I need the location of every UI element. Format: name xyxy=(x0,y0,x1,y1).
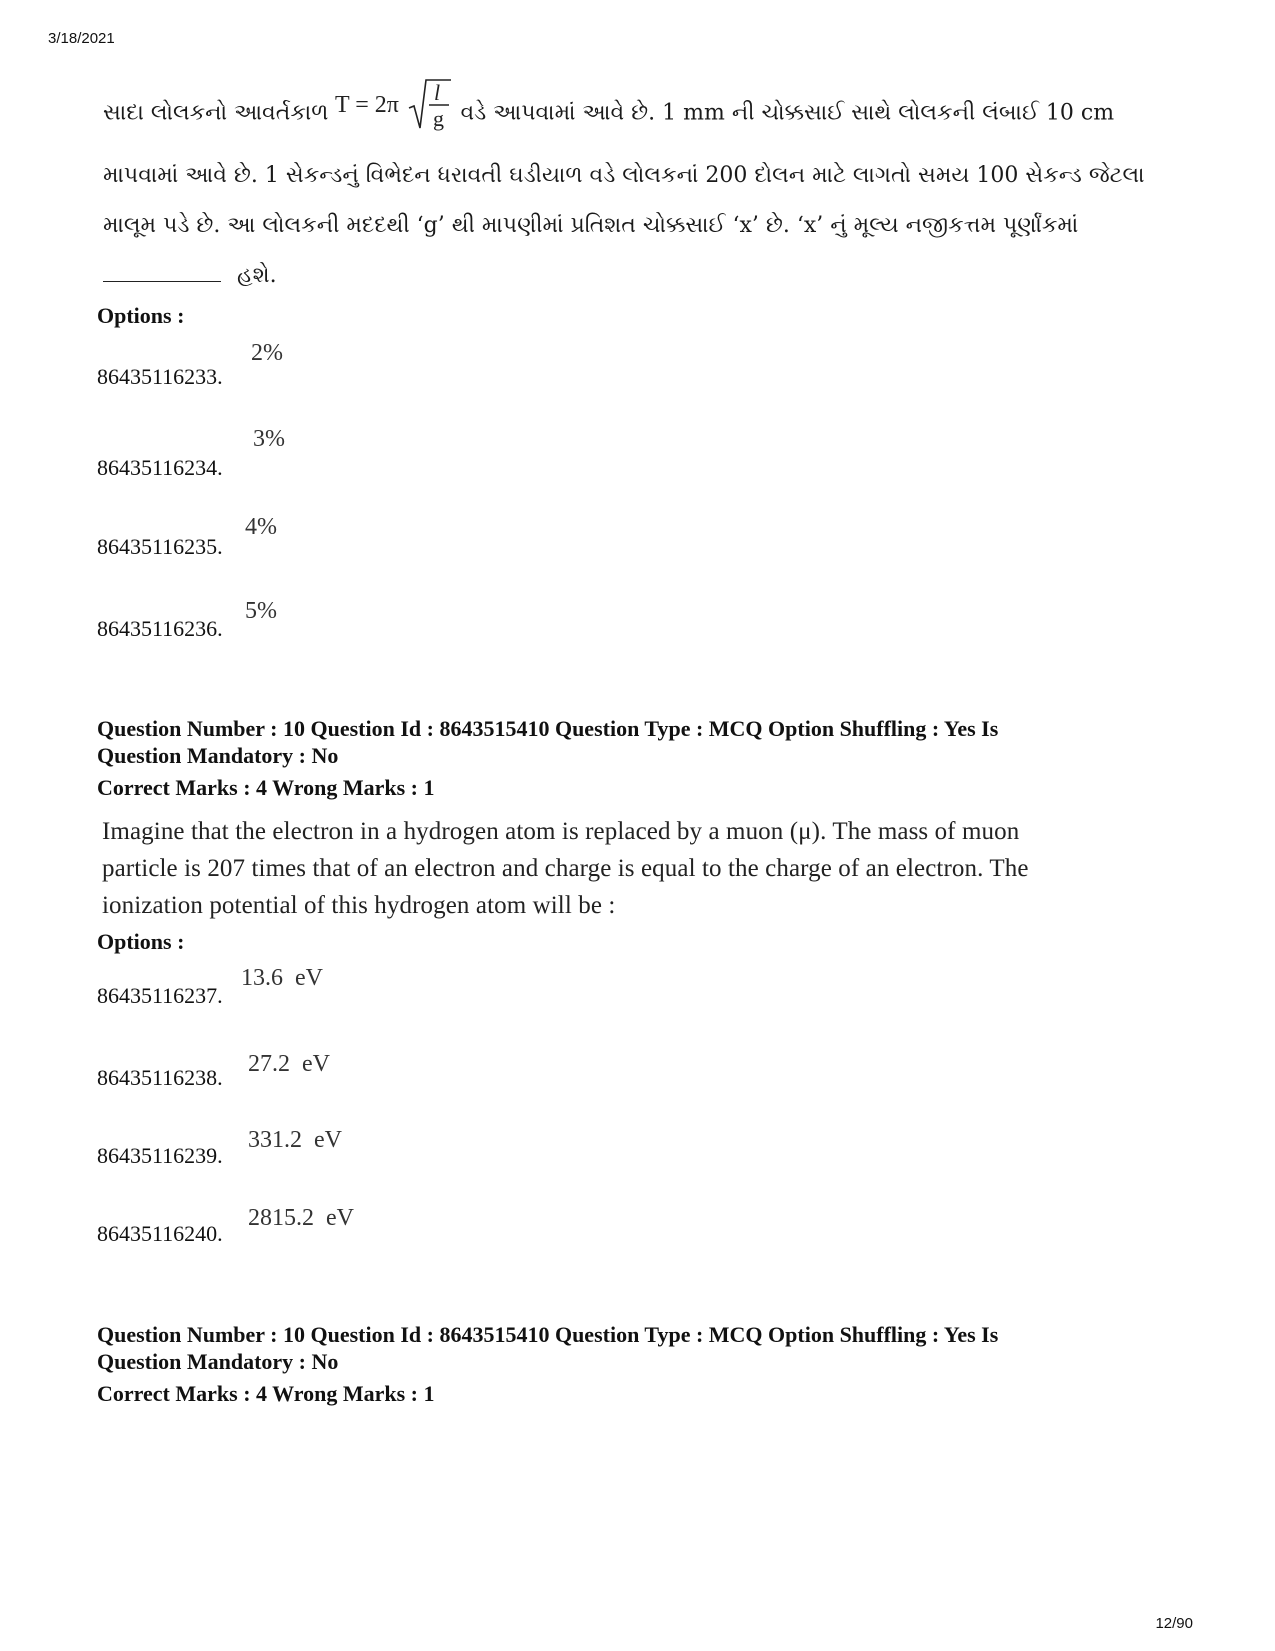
period-formula xyxy=(335,76,453,151)
question-meta: Question Number : 10 Question Id : 8643515410 Question Type : MCQ Option Shuffling : Yes Is xyxy=(97,716,999,741)
option-id: 86435116238. xyxy=(97,1065,223,1090)
option-value: 4% xyxy=(245,514,277,540)
option-value: 331.2 eV xyxy=(248,1127,342,1153)
question-marks: Correct Marks : 4 Wrong Marks : 1 xyxy=(97,1381,435,1406)
question-line-1: સાદા લોલકનો આવર્તકાળ T = 2π l g વડે આપવામાં આવે છે. 1 mm ની ચોક્કસાઈ સાથે લોલકની લંબાઈ 10 cm xyxy=(103,76,1133,151)
option-id: 86435116233. xyxy=(97,364,223,389)
option-id: 86435116239. xyxy=(97,1143,223,1168)
option-value: 27.2 eV xyxy=(248,1051,330,1077)
question-marks: Correct Marks : 4 Wrong Marks : 1 xyxy=(97,775,435,800)
option-id: 86435116235. xyxy=(97,534,223,559)
question-line-2: માપવામાં આવે છે. 1 સેકન્ડનું વિભેદન ધરાવતી ઘડીયાળ વડે લોલકનાં 200 દોલન માટે લાગતો સમય 100 સેકન્ડ જેટલા xyxy=(103,163,1145,188)
question-mandatory: Question Mandatory : No xyxy=(97,743,339,768)
formula-lhs: T = 2π xyxy=(335,92,400,118)
option-value: 5% xyxy=(245,598,277,624)
question-meta: Question Number : 10 Question Id : 8643515410 Question Type : MCQ Option Shuffling : Yes Is xyxy=(97,1322,999,1347)
option-value: 2815.2 eV xyxy=(248,1205,354,1231)
option-value: 3% xyxy=(253,426,285,452)
question-text-gujarati xyxy=(103,76,1145,301)
option-value: 13.6 eV xyxy=(241,965,323,991)
formula-svg xyxy=(335,76,453,132)
question-line: particle is 207 times that of an electron and charge is equal to the charge of an electron. The xyxy=(102,855,1029,882)
question-line-4: હશે. xyxy=(103,251,1133,301)
option-id: 86435116237. xyxy=(97,983,223,1008)
formula-numerator: l xyxy=(434,80,441,105)
option-value: 2% xyxy=(251,340,283,366)
answer-blank xyxy=(103,281,221,282)
formula-denominator: g xyxy=(433,106,445,131)
options-label: Options : xyxy=(97,303,185,328)
question-line: Imagine that the electron in a hydrogen atom is replaced by a muon (μ). The mass of muon xyxy=(102,818,1020,845)
sqrt-sign xyxy=(409,80,451,128)
print-date: 3/18/2021 xyxy=(48,30,115,47)
question-text xyxy=(102,813,1029,924)
question-mandatory: Question Mandatory : No xyxy=(97,1349,339,1374)
question-line: ionization potential of this hydrogen atom will be : xyxy=(102,892,616,919)
option-id: 86435116236. xyxy=(97,616,223,641)
options-label: Options : xyxy=(97,929,185,954)
page-number: 12/90 xyxy=(1155,1615,1193,1632)
option-id: 86435116240. xyxy=(97,1221,223,1246)
question-line-3: માલૂમ પડે છે. આ લોલકની મદદથી ‘g’ થી માપણીમાં પ્રતિશત ચોક્કસાઈ ‘x’ છે. ‘x’ નું મૂલ્ય નજીકત્તમ પૂર્ણાંકમાં xyxy=(103,213,1079,238)
option-id: 86435116234. xyxy=(97,455,223,480)
